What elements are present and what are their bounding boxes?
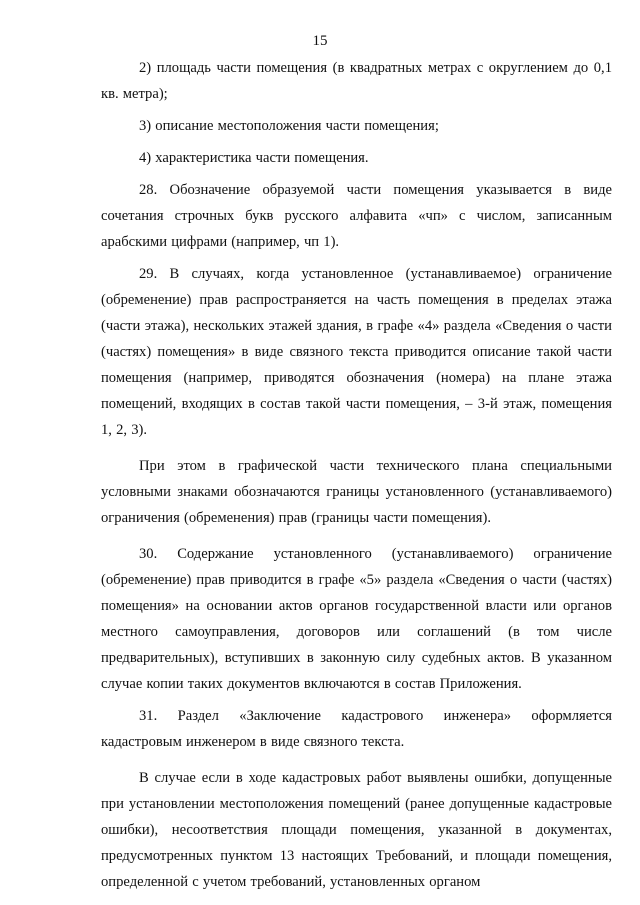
paragraph-location-item: 3) описание местоположения части помещения; bbox=[139, 118, 439, 134]
paragraph-characteristic-item: 4) характеристика части помещения. bbox=[139, 150, 369, 166]
paragraph-29: 29. В случаях, когда установленное (устанавливаемое) ограничение (обременение) прав распространяется на часть помещения в пределах этажа (части этажа), нескольких этажей здания, в графе «4» раздела «Сведения о части (частях) помещения» в виде связного текста приводится описание такой части помещения (например, приводятся обозначения (номера) на плане этажа помещений, входящих в состав такой части помещения, – 3-й этаж, помещения 1, 2, 3). bbox=[101, 266, 612, 438]
document-body bbox=[101, 55, 612, 895]
paragraph-31-errors: В случае если в ходе кадастровых работ выявлены ошибки, допущенные при установлении местоположения помещений (ранее допущенные кадастровые ошибки), несоответствия площади помещения, указанной в документах, предусмотренных пунктом 13 настоящих Требований, и площади помещения, определенной с учетом требований, установленных органом bbox=[101, 770, 612, 890]
paragraph-30: 30. Содержание установленного (устанавливаемого) ограничение (обременение) прав приводится в графе «5» раздела «Сведения о части (частях) помещения» на основании актов органов государственной власти или органов местного самоуправления, договоров или соглашений (в том числе предварительных), вступивших в законную силу судебных актов. В указанном случае копии таких документов включаются в состав Приложения. bbox=[101, 546, 612, 692]
page-number: 15 bbox=[312, 33, 328, 49]
paragraph-29-graphic-part: При этом в графической части технического плана специальными условными знаками обозначаются границы установленного (устанавливаемого) ограничения (обременения) прав (границы части помещения). bbox=[101, 458, 612, 526]
paragraph-area-item: 2) площадь части помещения (в квадратных метрах с округлением до 0,1 кв. метра); bbox=[101, 60, 612, 102]
paragraph-31: 31. Раздел «Заключение кадастрового инженера» оформляется кадастровым инженером в виде связного текста. bbox=[101, 708, 612, 750]
paragraph-28: 28. Обозначение образуемой части помещения указывается в виде сочетания строчных букв русского алфавита «чп» с числом, записанным арабскими цифрами (например, чп 1). bbox=[101, 182, 612, 250]
